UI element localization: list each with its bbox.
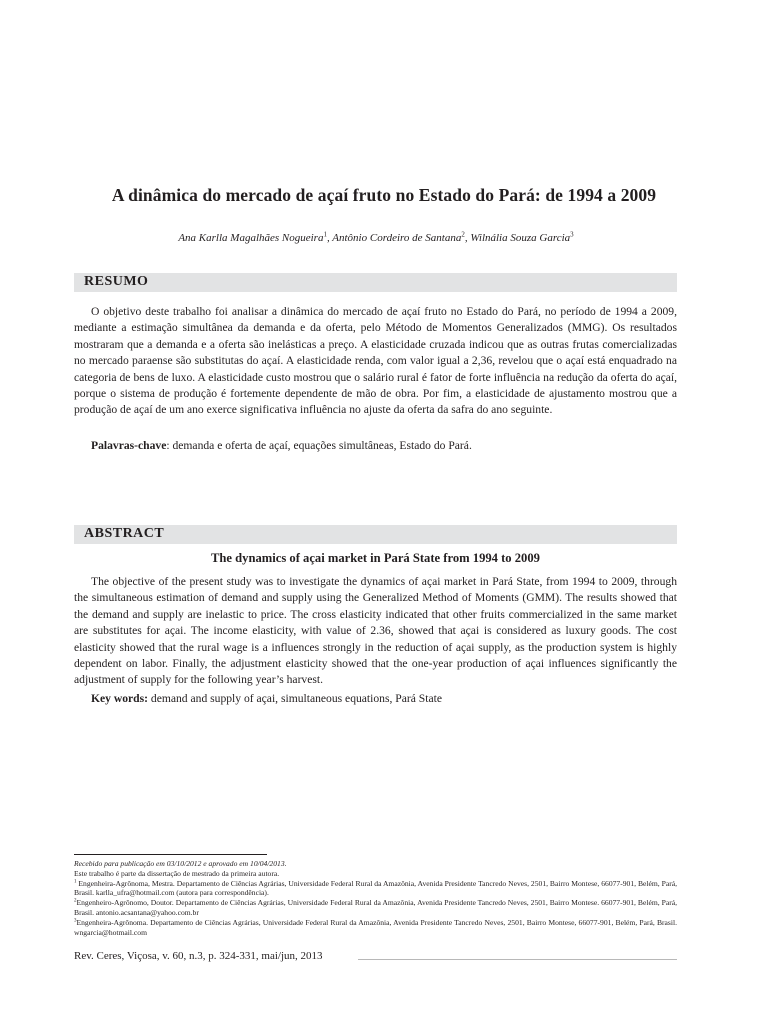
abstract-heading-bar — [74, 525, 677, 544]
keywords-label: Key words: — [91, 692, 148, 705]
author-affiliation-mark: 2 — [461, 230, 465, 239]
footnote — [74, 898, 677, 918]
journal-citation: Rev. Ceres, Viçosa, v. 60, n.3, p. 324-331, mai/jun, 2013 — [74, 950, 323, 962]
footnote-mark: 3 — [74, 918, 77, 924]
received-date-note: Recebido para publicação em 03/10/2012 e aprovado em 10/04/2013. — [74, 859, 287, 868]
resumo-heading: RESUMO — [84, 274, 149, 289]
author-affiliation-mark: 3 — [570, 230, 574, 239]
footnote-divider — [74, 854, 267, 855]
author-list — [0, 232, 752, 244]
resumo-paragraph: O objetivo deste trabalho foi analisar a dinâmica do mercado de açaí fruto no Estado do Pará, no período de 1994 a 2009, mediante a estimação simultânea da demanda e da oferta, pelo Método de Momentos Generalizados (MMG). Os resultados mostraram que a demanda e a oferta são inelásticas a preço. A elasticidade cruzada indicou que as outras frutas comercializadas no mercado paraense são substitutas do açaí. A elasticidade renda, com valor igual a 2,36, revelou que o açaí está enquadrado na categoria de bens de luxo. A elasticidade custo mostrou que o salário rural é fator de forte influência na redução da oferta do açaí, porque o sistema de produção é fortemente dependente de mão de obra. Por fim, a elasticidade de ajustamento mostrou que a produção de açaí de um ano exerce significativa influência no ajuste da oferta da safra do ano seguinte. — [74, 305, 677, 417]
abstract-heading: ABSTRACT — [84, 526, 165, 541]
keywords-text: demand and supply of açai, simultaneous equations, Pará State — [148, 692, 442, 705]
footnotes — [74, 859, 677, 937]
footer-rule — [358, 959, 677, 960]
footnote: Este trabalho é parte da dissertação de mestrado da primeira autora. — [74, 868, 280, 878]
footnote — [74, 918, 677, 938]
article-title: A dinâmica do mercado de açaí fruto no Estado do Pará: de 1994 a 2009 — [111, 185, 657, 205]
resumo-keywords — [91, 439, 472, 452]
author-name: Wilnália Souza Garcia — [470, 232, 571, 244]
author-separator: , — [464, 232, 471, 244]
footnote — [74, 879, 677, 899]
abstract-title: The dynamics of açai market in Pará State from 1994 to 2009 — [211, 551, 540, 565]
footnote-text: Engenheiro-Agrônomo, Doutor. Departamento de Ciências Agrárias, Universidade Federal Rural da Amazônia, Avenida Presidente Tancredo Neves, 2501, Bairro Montese. 66077-901, Belém, Pará, Brasil. antonio.acsantana@yahoo.com.br — [74, 898, 677, 917]
author-affiliation-mark: 1 — [323, 230, 327, 239]
footnote-mark: 2 — [74, 898, 77, 904]
footnote-mark: 1 — [74, 879, 77, 885]
abstract-paragraph: The objective of the present study was to investigate the dynamics of açai market in Pará State, from 1994 to 2009, through the simultaneous estimation of demand and supply using the Generalized Method of Moments (GMM). The results showed that the demand and supply are inelastic to price. The cross elasticity indicated that other fruits commercialized in the same market are substitutes for açai. The income elasticity, with value of 2.36, showed that açai is considered as luxury goods. The cost elasticity showed that the rural wage is a influences strongly in the reduction of açai supply, as the production system is highly dependent on labor. Finally, the adjustment elasticity showed that the one-year production of açai influences significantly the adjustment of supply for the following year’s harvest. — [74, 575, 677, 687]
resumo-heading-bar — [74, 273, 677, 292]
footnote-text: Engenheira-Agrônoma, Mestra. Departamento de Ciências Agrárias, Universidade Federal Rural da Amazônia, Avenida Presidente Tancredo Neves, 2501, Bairro Montese, 66077-901, Belém, Pará, Brasil. karlla_ufra@hotmail.com (autora para correspondência). — [74, 878, 677, 898]
author-name: Antônio Cordeiro de Santana — [332, 232, 462, 244]
keywords-text: : demanda e oferta de açaí, equações simultâneas, Estado do Pará. — [166, 439, 472, 452]
author-separator: , — [326, 232, 333, 244]
author-name: Ana Karlla Magalhães Nogueira — [178, 232, 324, 244]
keywords-label: Palavras-chave — [91, 439, 167, 452]
abstract-keywords — [91, 692, 442, 705]
footnote-text: Engenheira-Agrônoma. Departamento de Ciências Agrárias, Universidade Federal Rural da Amazônia, Avenida Presidente Tancredo Neves, 2501, Bairro Montese, 66077-901, Belém, Pará, Brasil. wngarcia@hotmail.com — [74, 917, 677, 937]
